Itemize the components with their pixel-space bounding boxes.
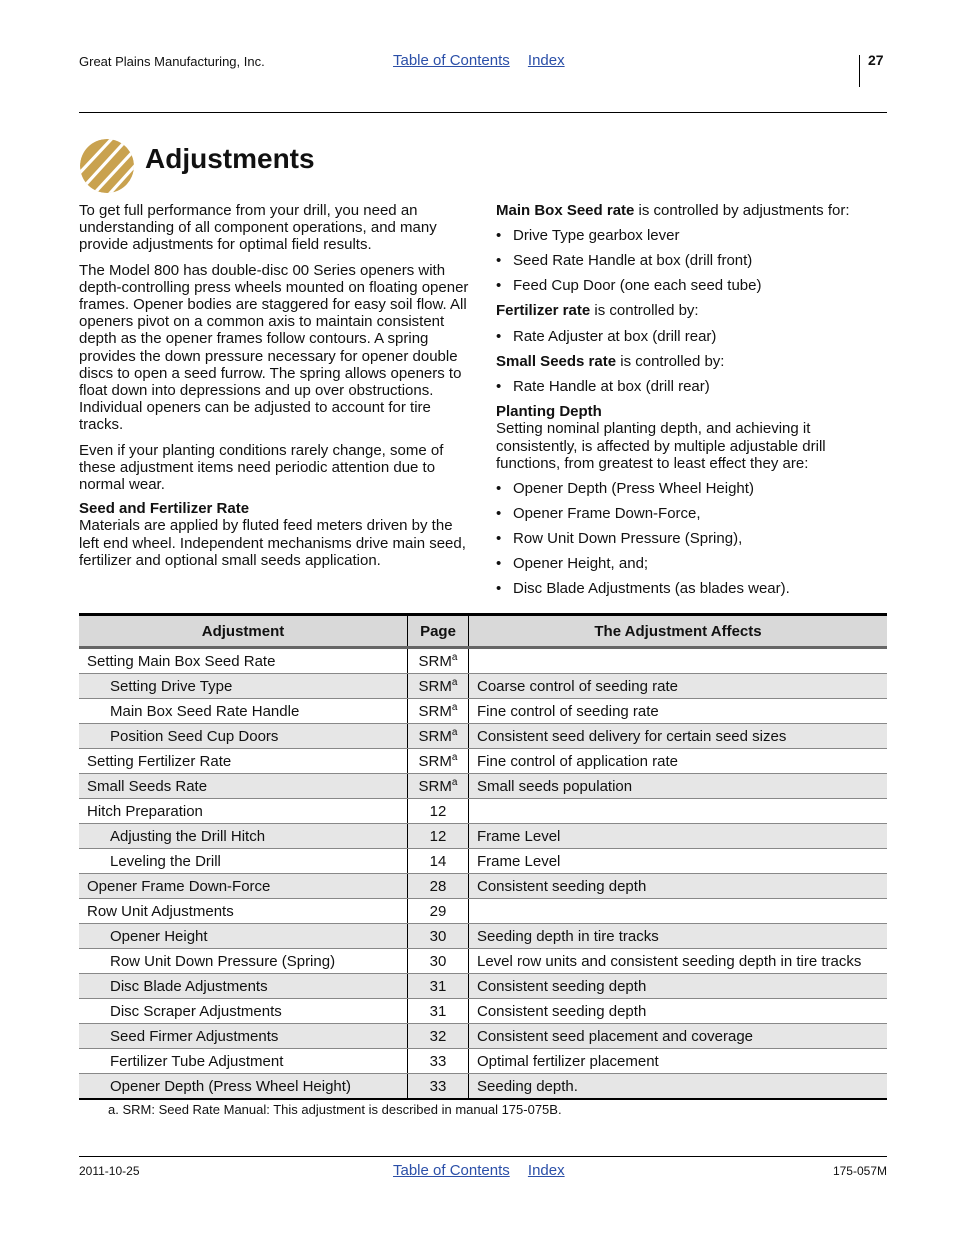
page-ref: 33 [429,1077,447,1095]
table-row [79,799,887,824]
footer-index-link[interactable]: Index [527,1162,565,1179]
cell-affects: Fine control of application rate [469,749,888,774]
cell-page [408,1074,469,1100]
list-item: • Rate Handle at box (drill rear) [496,378,886,395]
page-ref: 31 [429,977,447,995]
page-number: 27 [868,52,884,68]
list-item: • Opener Depth (Press Wheel Height) [496,480,886,497]
footnote-marker: a [451,701,458,713]
fert-rest: is controlled by: [590,302,699,320]
cell-adjustment: Small Seeds Rate [79,774,408,799]
col-header-page: Page [408,615,469,648]
list-item: • Rate Adjuster at box (drill rear) [496,328,886,345]
table-row [79,899,887,924]
main-box-rest: is controlled by adjustments for: [634,202,850,219]
cell-page [408,674,469,699]
cell-page [408,899,469,924]
page-ref: 32 [429,1027,447,1045]
cell-page [408,949,469,974]
list-item: • Opener Height, and; [496,555,886,572]
left-column [79,202,469,577]
cell-page [408,648,469,674]
cell-affects: Fine control of seeding rate [469,699,888,724]
table-row [79,1024,887,1049]
table-row [79,699,887,724]
table-row [79,724,887,749]
page-ref: SRM [418,702,452,720]
list-item: • Feed Cup Door (one each seed tube) [496,277,886,294]
cell-adjustment: Disc Scraper Adjustments [79,999,408,1024]
page-ref: 31 [429,1002,447,1020]
cell-affects [469,899,888,924]
cell-adjustment: Adjusting the Drill Hitch [79,824,408,849]
cell-affects [469,799,888,824]
cell-affects: Seeding depth in tire tracks [469,924,888,949]
footer-doc-number: 175-057M [832,1164,887,1178]
cell-adjustment: Setting Main Box Seed Rate [79,648,408,674]
footnote-marker: a [451,676,458,688]
model-paragraph: The Model 800 has double-disc 00 Series openers with depth-controlling press wheels mounted on floating opener frames. Opener bodies are staggered for easy soil flow. All openers pivot on a common axis to maintain consistent depth as the opener frames follow contours. A spring provides the down pressure necessary for opener double discs to open a seed furrow. The spring allows openers to float down into depressions and up over obstructions. Individual openers can be adjusted to account for tire tracks. [79,261,469,434]
list-item: • Drive Type gearbox lever [496,227,886,244]
cell-affects: Frame Level [469,824,888,849]
cell-adjustment: Row Unit Down Pressure (Spring) [79,949,408,974]
list-item: • Row Unit Down Pressure (Spring), [496,530,886,547]
cell-affects: Consistent seeding depth [469,874,888,899]
small-bold: Small Seeds rate [496,352,617,370]
fert-bold: Fertilizer rate [496,302,591,320]
cell-adjustment: Leveling the Drill [79,849,408,874]
cell-adjustment: Opener Frame Down-Force [79,874,408,899]
header-divider [859,55,860,87]
list-item: • Seed Rate Handle at box (drill front) [496,252,886,269]
cell-affects: Consistent seed placement and coverage [469,1024,888,1049]
small-list [496,378,886,395]
cell-page [408,1049,469,1074]
depth-list [496,480,886,597]
seed-fert-paragraph: Materials are applied by fluted feed meters driven by the left end wheel. Independent mechanisms drive main seed, fertilizer and optional small seeds application. [79,517,466,569]
cell-adjustment: Position Seed Cup Doors [79,724,408,749]
cell-affects [469,648,888,674]
cell-affects: Frame Level [469,849,888,874]
cell-page [408,824,469,849]
cell-adjustment: Row Unit Adjustments [79,899,408,924]
intro-paragraph: To get full performance from your drill, you need an understanding of all component operations, and many provide adjustments for optimal field results. [79,202,437,254]
depth-paragraph: Setting nominal planting depth, and achieving it consistently, is affected by multiple adjustable drill functions, from greatest to least effect they are: [496,420,826,472]
table-footnote: a. SRM: Seed Rate Manual: This adjustment is described in manual 175-075B. [108,1102,562,1117]
footer-toc-link[interactable]: Table of Contents [393,1162,510,1179]
main-box-intro [496,202,886,219]
table-row [79,999,887,1024]
page-ref: 30 [429,952,447,970]
cell-affects: Consistent seeding depth [469,999,888,1024]
list-item: • Disc Blade Adjustments (as blades wear). [496,580,886,597]
table-row [79,1049,887,1074]
footnote-marker: a [451,651,458,663]
right-column [496,202,886,605]
footnote-marker: a [451,726,458,738]
cell-adjustment: Main Box Seed Rate Handle [79,699,408,724]
page-ref: 29 [429,902,447,920]
cell-adjustment: Fertilizer Tube Adjustment [79,1049,408,1074]
cell-page [408,924,469,949]
cell-adjustment: Setting Fertilizer Rate [79,749,408,774]
page-ref: 30 [429,927,447,945]
wear-paragraph: Even if your planting conditions rarely change, some of these adjustment items need periodic attention due to normal wear. [79,441,444,494]
cell-adjustment: Hitch Preparation [79,799,408,824]
main-box-bold: Main Box Seed rate [496,202,635,219]
table-row [79,824,887,849]
footer-date: 2011-10-25 [79,1164,140,1178]
cell-adjustment: Opener Height [79,924,408,949]
cell-affects: Consistent seeding depth [469,974,888,999]
cell-page [408,749,469,774]
cell-page [408,799,469,824]
cell-adjustment: Opener Depth (Press Wheel Height) [79,1074,408,1100]
fert-intro [496,302,886,319]
cell-adjustment: Seed Firmer Adjustments [79,1024,408,1049]
cell-page [408,1024,469,1049]
cell-adjustment: Disc Blade Adjustments [79,974,408,999]
table-row [79,774,887,799]
table-row [79,749,887,774]
cell-page [408,999,469,1024]
cell-page [408,849,469,874]
top-rule [79,112,887,113]
col-header-adjustment: Adjustment [79,615,408,648]
cell-affects: Small seeds population [469,774,888,799]
page-ref: SRM [418,777,452,795]
page-ref: SRM [418,652,452,670]
table-row [79,949,887,974]
cell-affects: Seeding depth. [469,1074,888,1100]
page-ref: 12 [429,802,447,820]
cell-page [408,774,469,799]
table-row [79,648,887,674]
table-row [79,874,887,899]
header-toc-link[interactable]: Table of Contents [393,52,510,69]
table-header-row [79,615,887,648]
cell-affects: Level row units and consistent seeding depth in tire tracks [469,949,888,974]
cell-page [408,974,469,999]
header-links [393,52,579,69]
page-ref: SRM [418,727,452,745]
cell-affects: Consistent seed delivery for certain seed sizes [469,724,888,749]
page-ref: 28 [429,877,447,895]
cell-adjustment: Setting Drive Type [79,674,408,699]
table-row [79,674,887,699]
cell-page [408,699,469,724]
fert-list [496,328,886,345]
col-header-affects: The Adjustment Affects [469,615,888,648]
seed-fert-heading: Seed and Fertilizer Rate [79,500,250,518]
page-title: Adjustments [145,143,315,174]
page-ref: 33 [429,1052,447,1070]
small-intro [496,353,886,370]
adjustments-table [79,613,887,1100]
main-box-list [496,227,886,294]
depth-heading: Planting Depth [496,403,602,421]
page-ref: SRM [418,752,452,770]
page-ref: SRM [418,677,452,695]
cell-affects: Optimal fertilizer placement [469,1049,888,1074]
table-row [79,849,887,874]
bottom-rule [79,1156,887,1157]
header-company: Great Plains Manufacturing, Inc. [79,54,265,69]
page-ref: 14 [429,852,447,870]
footnote-marker: a [451,776,458,788]
table-row [79,1074,887,1100]
footnote-marker: a [451,751,458,763]
header-index-link[interactable]: Index [527,52,565,69]
list-item: • Opener Frame Down-Force, [496,505,886,522]
table-body [79,648,887,1100]
page-ref: 12 [429,827,447,845]
cell-affects: Coarse control of seeding rate [469,674,888,699]
cell-page [408,874,469,899]
table-row [79,924,887,949]
footer-links [393,1162,579,1179]
table-row [79,974,887,999]
cell-page [408,724,469,749]
great-plains-logo-icon [79,137,135,195]
small-rest: is controlled by: [616,352,725,370]
